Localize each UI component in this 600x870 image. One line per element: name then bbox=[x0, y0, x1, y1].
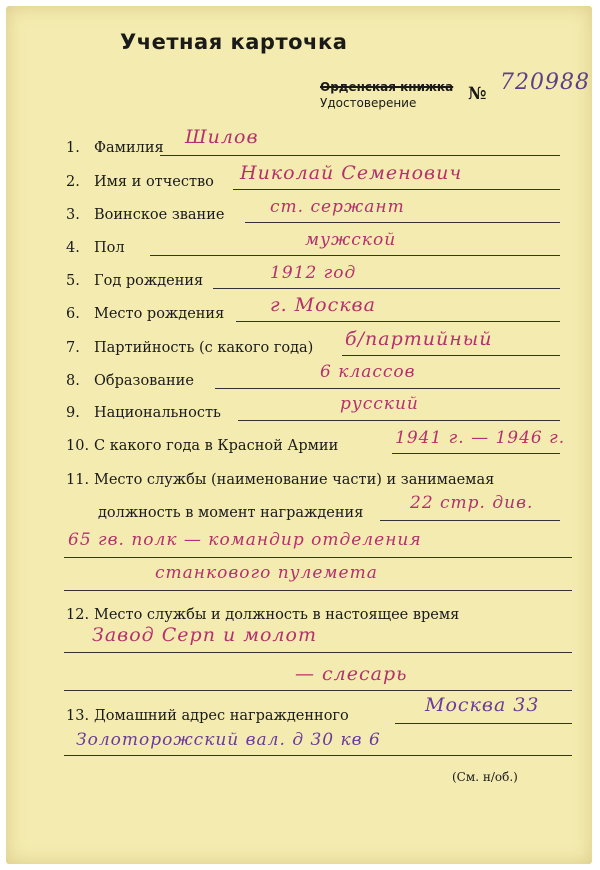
number-sign: № bbox=[468, 84, 487, 104]
field-12-value-1: Завод Серп и молот bbox=[92, 624, 317, 646]
field-10-value: 1941 г. — 1946 г. bbox=[395, 428, 566, 448]
card-number: 720988 bbox=[500, 70, 590, 95]
field-12-value-2: — слесарь bbox=[295, 663, 408, 685]
field-11-value-2: 65 гв. полк — командир отделения bbox=[68, 530, 422, 550]
field-11-label: 11. Место службы (наименование части) и занимаемая bbox=[66, 472, 495, 488]
field-11-value-3: станкового пулемета bbox=[155, 563, 378, 583]
field-4-line bbox=[150, 255, 560, 256]
field-3-label: 3. Воинское звание bbox=[66, 207, 225, 223]
field-11-label-cont: должность в момент награждения bbox=[98, 505, 364, 521]
field-10-line bbox=[392, 453, 560, 454]
field-4-value: мужской bbox=[305, 230, 397, 250]
field-2-line bbox=[233, 189, 560, 190]
field-11-value-1: 22 стр. див. bbox=[410, 493, 534, 513]
field-13-line-2 bbox=[64, 755, 572, 756]
field-1-value: Шилов bbox=[185, 126, 259, 148]
field-8-line bbox=[215, 388, 560, 389]
field-5-line bbox=[213, 288, 560, 289]
field-5-label: 5. Год рождения bbox=[66, 273, 204, 289]
card-title: Учетная карточка bbox=[120, 30, 348, 54]
reverse-side-note: (См. н/об.) bbox=[452, 770, 518, 784]
field-5-value: 1912 год bbox=[270, 263, 357, 283]
field-13-label: 13. Домашний адрес награжденного bbox=[66, 708, 349, 724]
field-12-line-2 bbox=[64, 690, 572, 691]
field-11-line-1 bbox=[380, 520, 560, 521]
field-4-label: 4. Пол bbox=[66, 240, 125, 256]
field-6-line bbox=[236, 321, 560, 322]
field-2-value: Николай Семенович bbox=[240, 162, 463, 184]
field-1-label: 1. Фамилия bbox=[66, 140, 164, 156]
field-11-line-3 bbox=[64, 590, 572, 591]
field-13-value-1: Москва 33 bbox=[425, 694, 540, 716]
field-12-line-1 bbox=[64, 652, 572, 653]
field-3-value: ст. сержант bbox=[270, 197, 405, 217]
field-9-label: 9. Национальность bbox=[66, 405, 221, 421]
field-10-label: 10. С какого года в Красной Армии bbox=[66, 438, 339, 454]
field-8-label: 8. Образование bbox=[66, 373, 194, 389]
field-7-value: б/партийный bbox=[345, 328, 493, 350]
field-7-label: 7. Партийность (с какого года) bbox=[66, 340, 314, 356]
field-13-line-1 bbox=[395, 723, 572, 724]
field-13-value-2: Золоторожский вал. д 30 кв 6 bbox=[76, 730, 381, 750]
field-6-label: 6. Место рождения bbox=[66, 306, 225, 322]
doc-type: Удостоверение bbox=[320, 96, 417, 110]
field-8-value: 6 классов bbox=[320, 362, 416, 382]
field-2-label: 2. Имя и отчество bbox=[66, 174, 214, 190]
field-9-line bbox=[238, 420, 560, 421]
field-11-line-2 bbox=[64, 557, 572, 558]
doc-type-struck: Орденская книжка bbox=[320, 80, 454, 94]
field-1-line bbox=[160, 155, 560, 156]
field-7-line bbox=[342, 355, 560, 356]
field-6-value: г. Москва bbox=[270, 294, 376, 316]
field-12-label: 12. Место службы и должность в настоящее время bbox=[66, 607, 460, 623]
field-3-line bbox=[245, 222, 560, 223]
field-9-value: русский bbox=[340, 394, 419, 414]
